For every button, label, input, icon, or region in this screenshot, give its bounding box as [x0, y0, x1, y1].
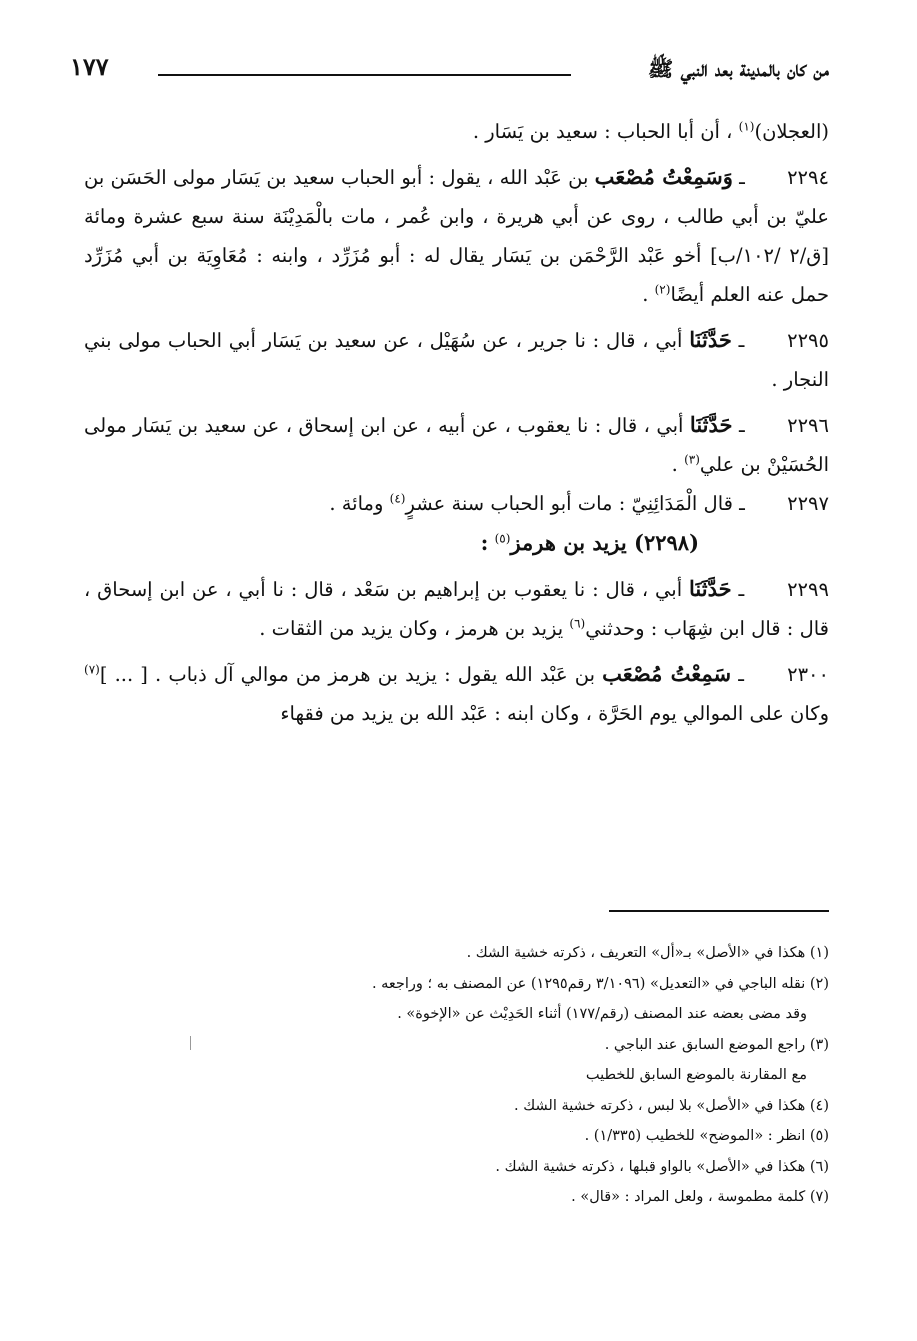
entry-number: ٢٢٩٩: [787, 578, 829, 601]
text-span: يَسَار مولى الحُسَيْنْ بن علي: [84, 414, 829, 476]
text-span: قال الْمَدَائِنِيّ : مات أبو الحباب سنة عشرٍ: [405, 492, 733, 515]
footnote-ref: (٣): [684, 452, 700, 467]
page-header: [70, 52, 829, 92]
footnote-5: (٥) انظر : «الموضح» للخطيب (١/٣٣٥) .: [584, 1128, 829, 1144]
footnote-ref: (١): [738, 119, 755, 134]
footnote-ref: (٢): [654, 282, 671, 297]
header-rule: [158, 74, 571, 76]
footnote-4: (٤) هكذا في «الأصل» بلا لبس ، ذكرته خشية الشك .: [514, 1097, 829, 1114]
entry-number: ٢٢٩٧: [787, 492, 829, 515]
entry-number: ٢٢٩٦: [787, 414, 830, 437]
text-span: وكان على الموالي يوم الحَرَّة ، وكان ابنه : عَبْد الله بن يزيد من فقهاء: [280, 702, 829, 725]
footnotes: [84, 938, 829, 1213]
text-span: مولى بني النجار .: [84, 329, 829, 391]
footnote-2: (٢) نقله الباجي في «التعديل» (٣/١٠٩٦ رقم١٢٩٥) عن المصنف به ؛ وراجعه .: [371, 975, 829, 992]
entry-2296: ٢٢٩٦ ـ حَدَّثَنَا أبي ، قال : نا يعقوب ، عن أبيه ، عن ابن إسحاق ، عن سعيد بن يَسَار مولى الحُسَيْنْ بن علي$^{(٣)}$ .: [84, 412, 830, 476]
footnote-ref: (٥): [494, 531, 511, 546]
entry-keyword: حَدَّثَنَا: [689, 327, 732, 352]
text-span: يزيد بن هرمز ، وكان يزيد: [360, 617, 564, 640]
text-span: سبع عشرة ومائة [ق/٢ /١٠٢/ب] أخو عَبْد الرَّحْمَن بن يَسَار يقال له : أبو مُزَرِّد ، وابنه :: [84, 205, 829, 267]
text-span: مُعَاوِيَة بن أبي مُزَرِّد حمل عنه العلم أيضًا: [84, 244, 829, 306]
entry-number: ٢٢٩٤: [787, 166, 829, 189]
text-span: [ ... ]: [99, 663, 148, 686]
footnote-ref: (٦): [569, 616, 586, 631]
entry-keyword: وَسَمِعْتُ مُصْعَب: [594, 164, 733, 189]
entry-keyword: سَمِعْتُ مُصْعَب: [602, 661, 732, 686]
text-span: ، أن أبا الحباب : سعيد بن يَسَار .: [472, 120, 733, 143]
footnote-7: (٧) كلمة مطموسة ، ولعل المراد : «قال» .: [571, 1189, 829, 1205]
text-span: ومائة .: [329, 492, 384, 515]
text-span: بن عَبْد الله يقول : يزيد بن هرمز من موالي آل ذباب .: [155, 663, 596, 686]
footnote-ref: (٧): [84, 662, 100, 677]
entry-keyword: حَدَّثَنَا: [689, 576, 732, 601]
entry-keyword: حَدَّثَنَا: [689, 412, 733, 437]
entry-2295: ٢٢٩٥ ـ حَدَّثَنَا أبي ، قال : نا جرير ، عن سُهَيْل ، عن سعيد بن يَسَار أبي الحباب مولى بني النجار .: [84, 327, 830, 391]
text-span: أبي ، قال : نا يعقوب بن إبراهيم بن سَعْد ، قال : نا أبي ،: [225, 578, 683, 601]
footnote-separator: [609, 910, 829, 912]
main-text: [84, 112, 829, 733]
text-span: الحَسَن بن عليّ بن أبي طالب ، روى عن أبي هريرة ، وابن عُمر ، مات بالْمَدِيْنَة سنة: [84, 166, 829, 228]
paragraph-continuation: [84, 112, 829, 151]
text-span: من الثقات .: [259, 617, 355, 640]
text-span: عن ابن إسحاق ، قال : قال ابن شِهَاب : وحدثني: [84, 578, 829, 640]
text-span: .: [671, 453, 678, 476]
text-span: بن عَبْد الله ، يقول : أبو الحباب سعيد بن يَسَار مولى: [172, 166, 589, 189]
footnote-6: (٦) هكذا في «الأصل» بالواو قبلها ، ذكرته خشية الشك .: [495, 1158, 829, 1175]
text-span: أبي ، قال : نا يعقوب ، عن أبيه ، عن ابن إسحاق ، عن سعيد بن: [177, 414, 684, 437]
footnote-1: (١) هكذا في «الأصل» بـ«أل» التعريف ، ذكرته خشية الشك .: [466, 945, 829, 961]
footnote-3-continued: مع المقارنة بالموضع السابق للخطيب: [585, 1067, 807, 1083]
text-span: (العجلان): [754, 120, 829, 143]
entry-2299: ٢٢٩٩ ـ حَدَّثَنَا أبي ، قال : نا يعقوب بن إبراهيم بن سَعْد ، قال : نا أبي ، عن ابن إسحاق ، قال : قال ابن شِهَاب : وحدثني$^{(٦)}$ يزيد بن هرمز ، وكان يزيد من الثقات .: [84, 576, 829, 640]
entry-2300: ٢٣٠٠ ـ سَمِعْتُ مُصْعَب بن عَبْد الله يقول : يزيد بن هرمز من موالي آل ذباب . [ ... ]$^{(٧)}$ وكان على الموالي يوم الحَرَّة ، وكان ابنه : عَبْد الله بن يزيد من فقهاء: [84, 661, 829, 725]
footnote-ref: (٤): [389, 491, 406, 506]
entry-2294: ٢٢٩٤ ـ وَسَمِعْتُ مُصْعَب بن عَبْد الله ، يقول : أبو الحباب سعيد بن يَسَار مولى الحَسَن بن عليّ بن أبي طالب ، روى عن أبي هريرة ، وابن عُمر ، مات بالْمَدِيْنَة سنة سبع عشرة ومائة [ق/٢ /١٠٢/ب] أخو عَبْد الرَّحْمَن بن يَسَار يقال له : أبو مُزَرِّد ، وابنه : مُعَاوِيَة بن أبي مُزَرِّد حمل عنه العلم أيضًا$^{(٢)}$ .: [84, 164, 829, 306]
scan-mark: [190, 1036, 191, 1050]
entry-number: ٢٣٠٠: [787, 663, 829, 686]
entry-2297: ٢٢٩٧ ـ قال الْمَدَائِنِيّ : مات أبو الحباب سنة عشرٍ$^{(٤)}$ ومائة .: [329, 491, 829, 515]
section-heading: [84, 523, 829, 563]
footnote-2-continued: وقد مضى بعضه عند المصنف (رقم/١٧٧) أثناء الحَدِيْث عن «الإخوة» .: [397, 1006, 807, 1022]
entry-number: ٢٢٩٥: [787, 329, 830, 352]
running-title: من كان بالمدينة بعد النبي ﷺ: [647, 56, 829, 81]
footnote-3: (٣) راجع الموضع السابق عند الباجي .: [604, 1036, 829, 1053]
text-span: .: [642, 283, 649, 306]
heading-colon: :: [480, 530, 489, 555]
text-span: أبي ، قال : نا جرير ، عن سُهَيْل ، عن سعيد بن يَسَار أبي الحباب: [167, 329, 683, 352]
page-number: ١٧٧: [70, 52, 109, 81]
heading-text: (٢٢٩٨) يزيد بن هرمز: [510, 530, 699, 555]
